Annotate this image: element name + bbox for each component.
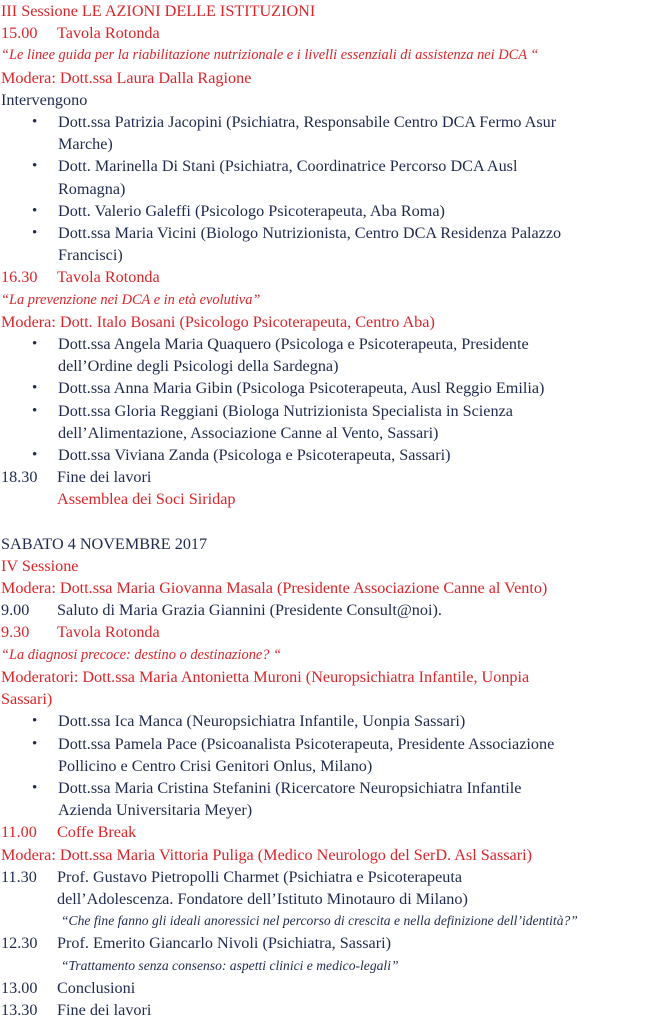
bullet-icon: • [32, 225, 38, 242]
conclusions: 13.00 Conclusioni [1, 978, 136, 997]
bullet-icon: • [32, 380, 38, 397]
moderator: Modera: Dott.ssa Maria Giovanna Masala (Presidente Associazione Canne al Vento) [1, 579, 548, 598]
coffee-break: 11.00 Coffe Break [1, 823, 137, 842]
end-of-works: 18.30 Fine dei lavori [1, 468, 152, 487]
roundtable-heading: 15.00 Tavola Rotonda [1, 24, 160, 43]
talk-quote: “Che fine fanno gli ideali anoressici nel percorso di crescita e nella definizione dell’identità?” [61, 913, 578, 929]
speaker-item [1, 200, 656, 222]
speaker-text: Pollicino e Centro Crisi Genitori Onlus, Milano) [58, 756, 373, 775]
speaker-list [1, 710, 656, 821]
assembly: Assemblea dei Soci Siridap [57, 490, 236, 509]
bullet-icon: • [32, 114, 38, 131]
bullet-icon: • [32, 158, 38, 175]
session-title: III Sessione LE AZIONI DELLE ISTITUZIONI [1, 2, 316, 20]
speaker-text: Francisci) [58, 246, 123, 265]
speaker-list [1, 333, 656, 466]
speaker-text: Dott. Marinella Di Stani (Psichiatra, Coordinatrice Percorso DCA Ausl [58, 157, 518, 176]
speaker-text: dell’Alimentazione, Associazione Canne al Vento, Sassari) [58, 423, 439, 442]
speaker-item [1, 444, 656, 466]
speaker-text: Dott.ssa Angela Maria Quaquero (Psicologa e Psicoterapeuta, Presidente [58, 335, 529, 354]
speaker-item [1, 155, 656, 199]
bullet-icon: • [32, 202, 38, 219]
speaker-text: Dott. Valerio Galeffi (Psicologo Psicoterapeuta, Aba Roma) [58, 201, 445, 220]
speaker-text: dell’Ordine degli Psicologi della Sardegna) [58, 357, 339, 376]
spacer [1, 511, 656, 533]
moderator: Moderatori: Dott.ssa Maria Antonietta Muroni (Neuropsichiatra Infantile, Uonpia [1, 667, 530, 686]
speaker-item [1, 377, 656, 399]
bullet-icon: • [32, 735, 38, 752]
moderator: Modera: Dott.ssa Maria Vittoria Puliga (Medico Neurologo del SerD. Asl Sassari) [1, 845, 533, 864]
speaker-text: Dott.ssa Pamela Pace (Psicoanalista Psicoterapeuta, Presidente Associazione [58, 734, 555, 753]
bullet-icon: • [32, 336, 38, 353]
speaker-item [1, 733, 656, 777]
day-date: SABATO 4 NOVEMBRE 2017 [1, 534, 208, 553]
speaker-item [1, 400, 656, 444]
moderator: Sassari) [1, 690, 53, 709]
bullet-icon: • [32, 447, 38, 464]
speaker-text: Dott.ssa Ica Manca (Neuropsichiatra Infantile, Uonpia Sassari) [58, 712, 466, 731]
speaker-item [1, 777, 656, 821]
bullet-icon: • [32, 779, 38, 796]
speaker-text: Dott.ssa Viviana Zanda (Psicologa e Psicoterapeuta, Sassari) [58, 446, 451, 465]
roundtable-heading: 16.30 Tavola Rotonda [1, 268, 160, 287]
greeting: 9.00 Saluto di Maria Grazia Giannini (Presidente Consult@noi). [1, 601, 442, 620]
speaker-text: Dott.ssa Maria Vicini (Biologo Nutrizionista, Centro DCA Residenza Palazzo [58, 224, 562, 243]
speaker-text: Dott.ssa Maria Cristina Stefanini (Ricercatore Neuropsichiatra Infantile [58, 778, 522, 797]
speaker-list [1, 111, 656, 266]
talk: 11.30 Prof. Gustavo Pietropolli Charmet (Psichiatra e Psicoterapeuta [1, 867, 463, 886]
roundtable-quote: “La prevenzione nei DCA e in età evolutiva” [1, 291, 261, 308]
end-of-works: 13.30 Fine dei lavori [1, 1000, 152, 1019]
roundtable-quote: “La diagnosi precoce: destino o destinazione? “ [1, 646, 282, 663]
speaker-text: Dott.ssa Anna Maria Gibin (Psicologa Psicoterapeuta, Ausl Reggio Emilia) [58, 379, 545, 398]
talk-quote: “Trattamento senza consenso: aspetti clinici e medico-legali” [61, 957, 399, 973]
session-title: IV Sessione [1, 556, 79, 575]
speaker-text: Marche) [58, 135, 113, 154]
speaker-text: Azienda Universitaria Meyer) [58, 801, 253, 820]
speaker-item [1, 222, 656, 266]
speaker-item [1, 710, 656, 732]
talk-affiliation: dell’Adolescenza. Fondatore dell’Istituto Minotauro di Milano) [57, 889, 468, 908]
moderator: Modera: Dott. Italo Bosani (Psicologo Psicoterapeuta, Centro Aba) [1, 312, 435, 331]
roundtable-quote: “Le linee guida per la riabilitazione nutrizionale e i livelli essenziali di assistenza nei DCA “ [1, 47, 539, 64]
speaker-item [1, 333, 656, 377]
speaker-text: Dott.ssa Gloria Reggiani (Biologa Nutrizionista Specialista in Scienza [58, 401, 513, 420]
talk: 12.30 Prof. Emerito Giancarlo Nivoli (Psichiatra, Sassari) [1, 934, 392, 953]
bullet-icon: • [32, 402, 38, 419]
speaker-text: Dott.ssa Patrizia Jacopini (Psichiatra, Responsabile Centro DCA Fermo Asur [58, 113, 557, 132]
speaker-item [1, 111, 656, 155]
roundtable-heading: 9.30 Tavola Rotonda [1, 623, 160, 642]
speaker-text: Romagna) [58, 179, 126, 198]
bullet-icon: • [32, 713, 38, 730]
speakers-intro: Intervengono [1, 90, 88, 109]
moderator: Modera: Dott.ssa Laura Dalla Ragione [1, 68, 252, 87]
